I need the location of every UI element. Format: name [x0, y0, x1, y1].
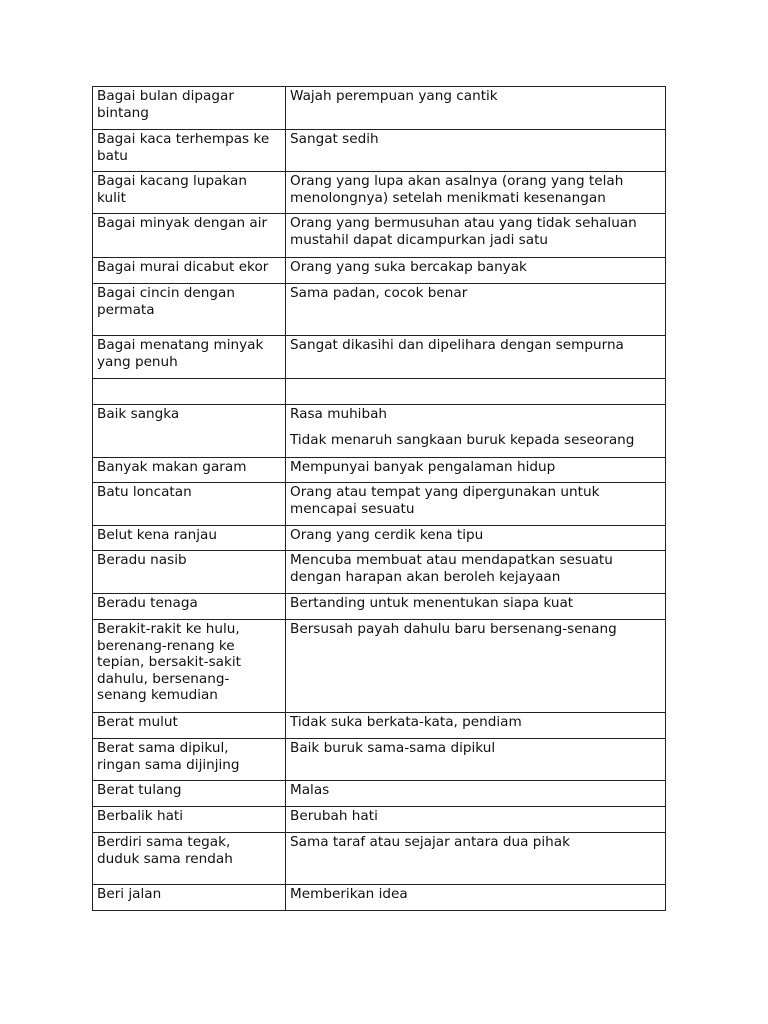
term-text: yang penuh — [97, 353, 178, 370]
term-cell — [93, 526, 286, 551]
term-text: Bagai menatang minyak — [97, 337, 264, 353]
meaning-text: Orang yang suka bercakap banyak — [290, 259, 527, 275]
meaning-text: Baik buruk sama-sama dipikul — [290, 740, 496, 756]
term-cell — [93, 405, 286, 458]
term-text: berenang-renang ke — [97, 637, 235, 654]
term-text: Beradu nasib — [97, 552, 187, 568]
meaning-text: Orang yang bermusuhan atau yang tidak sehaluan — [290, 215, 637, 231]
term-text: Berdiri sama tegak, — [97, 834, 231, 850]
term-text: Beri jalan — [97, 886, 162, 902]
table-row — [93, 284, 666, 336]
meaning-cell — [286, 551, 666, 594]
table-row — [93, 781, 666, 807]
meaning-cell — [286, 526, 666, 551]
meaning-text: Sangat sedih — [290, 131, 379, 147]
term-cell — [93, 885, 286, 911]
table-row — [93, 713, 666, 739]
term-cell — [93, 379, 286, 405]
term-text: Bagai kaca terhempas ke — [97, 131, 270, 147]
table-row — [93, 458, 666, 483]
term-text: Bagai minyak dengan air — [97, 215, 268, 231]
meaning-text: dengan harapan akan beroleh kejayaan — [290, 568, 561, 585]
table-row — [93, 379, 666, 405]
table-row — [93, 885, 666, 911]
term-cell — [93, 620, 286, 713]
term-text: dahulu, bersenang- — [97, 670, 230, 687]
meaning-text: mencapai sesuatu — [290, 500, 415, 517]
meaning-cell — [286, 336, 666, 379]
table-row — [93, 551, 666, 594]
table-row — [93, 336, 666, 379]
meaning-text: Sama padan, cocok benar — [290, 285, 468, 301]
term-text: Berat mulut — [97, 714, 178, 730]
term-text: Banyak makan garam — [97, 459, 247, 475]
term-cell — [93, 807, 286, 833]
meaning-text: Mempunyai banyak pengalaman hidup — [290, 459, 556, 475]
term-cell — [93, 739, 286, 781]
meaning-text: Bersusah payah dahulu baru bersenang-senang — [290, 621, 617, 637]
term-text: Bagai murai dicabut ekor — [97, 259, 269, 275]
meaning-text: Orang yang cerdik kena tipu — [290, 527, 484, 543]
term-cell — [93, 483, 286, 526]
table-row — [93, 258, 666, 284]
term-text: bintang — [97, 104, 149, 121]
table-row — [93, 739, 666, 781]
meaning-text: Bertanding untuk menentukan siapa kuat — [290, 595, 574, 611]
term-cell — [93, 713, 286, 739]
meaning-cell — [286, 739, 666, 781]
term-cell — [93, 130, 286, 172]
term-cell — [93, 258, 286, 284]
meaning-cell — [286, 172, 666, 214]
meaning-cell — [286, 781, 666, 807]
term-text: Berakit-rakit ke hulu, — [97, 621, 240, 637]
term-cell — [93, 833, 286, 885]
meaning-text: mustahil dapat dicampurkan jadi satu — [290, 231, 549, 248]
term-cell — [93, 284, 286, 336]
meaning-cell — [286, 807, 666, 833]
term-text: Belut kena ranjau — [97, 527, 218, 543]
term-cell — [93, 781, 286, 807]
term-text: ringan sama dijinjing — [97, 756, 240, 773]
term-cell — [93, 87, 286, 130]
term-text: duduk sama rendah — [97, 850, 233, 867]
term-cell — [93, 172, 286, 214]
table-row — [93, 405, 666, 458]
meaning-text: Mencuba membuat atau mendapatkan sesuatu — [290, 552, 613, 568]
meaning-text: Malas — [290, 782, 330, 798]
term-cell — [93, 336, 286, 379]
meaning-text: Rasa muhibah — [290, 406, 388, 422]
term-text: permata — [97, 301, 155, 318]
meaning-text: Sangat dikasihi dan dipelihara dengan sempurna — [290, 337, 624, 353]
term-cell — [93, 594, 286, 620]
meaning-cell — [286, 379, 666, 405]
term-text: Batu loncatan — [97, 484, 192, 500]
term-text: kulit — [97, 189, 126, 206]
table-row — [93, 620, 666, 713]
meaning-cell — [286, 284, 666, 336]
table-row — [93, 526, 666, 551]
term-cell — [93, 551, 286, 594]
meaning-text: menolongnya) setelah menikmati kesenangan — [290, 189, 606, 206]
term-text: senang kemudian — [97, 687, 218, 704]
meaning-text: Memberikan idea — [290, 886, 408, 902]
term-text: tepian, bersakit-sakit — [97, 654, 241, 671]
meaning-cell — [286, 458, 666, 483]
term-text: Berbalik hati — [97, 808, 184, 824]
meaning-cell — [286, 258, 666, 284]
table-row — [93, 833, 666, 885]
peribahasa-table — [92, 86, 666, 911]
meaning-cell — [286, 833, 666, 885]
table-row — [93, 594, 666, 620]
meaning-text: Orang yang lupa akan asalnya (orang yang telah — [290, 173, 624, 189]
term-cell — [93, 458, 286, 483]
table-row — [93, 483, 666, 526]
term-text: Beradu tenaga — [97, 595, 198, 611]
meaning-text: Sama taraf atau sejajar antara dua pihak — [290, 834, 570, 850]
meaning-text — [290, 423, 661, 432]
meaning-cell — [286, 885, 666, 911]
table-row — [93, 172, 666, 214]
term-text: Berat sama dipikul, — [97, 740, 229, 756]
term-cell — [93, 214, 286, 258]
meaning-cell — [286, 594, 666, 620]
table-row — [93, 87, 666, 130]
meaning-cell — [286, 130, 666, 172]
meaning-text: Wajah perempuan yang cantik — [290, 88, 498, 104]
meaning-text: Orang atau tempat yang dipergunakan untuk — [290, 484, 600, 500]
meaning-cell — [286, 214, 666, 258]
table-row — [93, 807, 666, 833]
term-text: Bagai bulan dipagar — [97, 88, 234, 104]
term-text: batu — [97, 147, 128, 164]
term-text: Bagai kacang lupakan — [97, 173, 247, 189]
meaning-cell — [286, 87, 666, 130]
term-text: Baik sangka — [97, 406, 180, 422]
meaning-cell — [286, 620, 666, 713]
meaning-text: Berubah hati — [290, 808, 378, 824]
table-row — [93, 130, 666, 172]
meaning-cell — [286, 483, 666, 526]
meaning-text: Tidak suka berkata-kata, pendiam — [290, 714, 522, 730]
table-row — [93, 214, 666, 258]
meaning-cell — [286, 405, 666, 458]
term-text: Bagai cincin dengan — [97, 285, 235, 301]
meaning-text: Tidak menaruh sangkaan buruk kepada seseorang — [290, 431, 635, 448]
meaning-cell — [286, 713, 666, 739]
term-text: Berat tulang — [97, 782, 182, 798]
